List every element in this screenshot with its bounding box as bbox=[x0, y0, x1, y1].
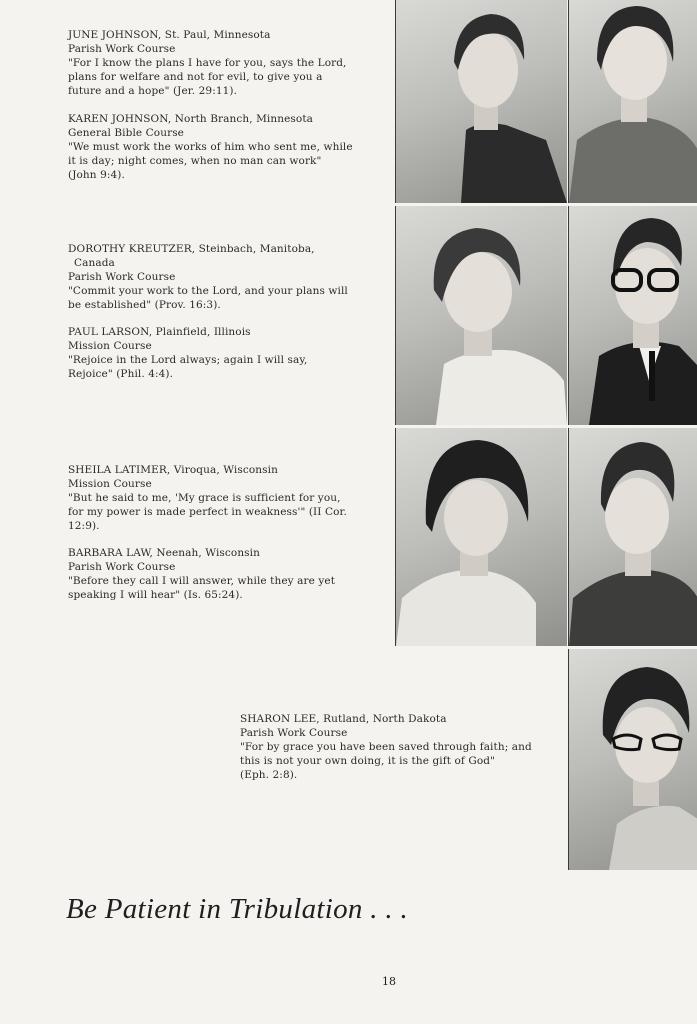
portrait-silhouette-icon bbox=[569, 649, 697, 870]
quote-line: be established" (Prov. 16:3). bbox=[68, 299, 221, 311]
page-number: 18 bbox=[382, 975, 396, 988]
student-name: JUNE JOHNSON, St. Paul, Minnesota bbox=[68, 29, 271, 41]
portrait-photo-june-johnson bbox=[395, 0, 567, 203]
quote-line: Rejoice" (Phil. 4:4). bbox=[68, 368, 174, 380]
quote-line: for my power is made perfect in weakness'" (II Cor. bbox=[68, 506, 347, 518]
student-name: SHARON LEE, Rutland, North Dakota bbox=[240, 713, 447, 725]
quote-line: 12:9). bbox=[68, 520, 100, 532]
quote-line: "For by grace you have been saved through faith; and bbox=[240, 741, 532, 753]
student-entry-paul-larson bbox=[68, 325, 307, 381]
quote-line: plans for welfare and not for evil, to give you a bbox=[68, 71, 323, 83]
portrait-silhouette-icon bbox=[396, 0, 567, 203]
portrait-silhouette-icon bbox=[569, 0, 697, 203]
portrait-photo-barbara-law bbox=[568, 428, 697, 646]
student-course: Parish Work Course bbox=[68, 561, 176, 573]
student-name: PAUL LARSON, Plainfield, Illinois bbox=[68, 326, 251, 338]
portrait-silhouette-icon bbox=[396, 428, 567, 646]
quote-line: "Before they call I will answer, while they are yet bbox=[68, 575, 336, 587]
student-course: Parish Work Course bbox=[240, 727, 348, 739]
portrait-photo-dorothy-kreutzer bbox=[395, 206, 567, 425]
portrait-photo-sheila-latimer bbox=[395, 428, 567, 646]
quote-line: "Rejoice in the Lord always; again I will say, bbox=[68, 354, 308, 366]
student-course: General Bible Course bbox=[68, 127, 184, 139]
student-name: BARBARA LAW, Neenah, Wisconsin bbox=[68, 547, 260, 559]
student-name-continued: Canada bbox=[74, 257, 115, 269]
quote-line: "We must work the works of him who sent me, while bbox=[68, 141, 353, 153]
student-name: KAREN JOHNSON, North Branch, Minnesota bbox=[68, 113, 314, 125]
quote-line: this is not your own doing, it is the gift of God" bbox=[240, 755, 495, 767]
student-course: Mission Course bbox=[68, 478, 152, 490]
student-entry-sheila-latimer bbox=[68, 463, 347, 533]
student-name: SHEILA LATIMER, Viroqua, Wisconsin bbox=[68, 464, 278, 476]
quote-line: "Commit your work to the Lord, and your plans will bbox=[68, 285, 348, 297]
portrait-silhouette-icon bbox=[569, 428, 697, 646]
portrait-photo-paul-larson bbox=[568, 206, 697, 425]
portrait-photo-karen-johnson bbox=[568, 0, 697, 203]
student-entry-barbara-law bbox=[68, 546, 335, 602]
student-course: Parish Work Course bbox=[68, 271, 176, 283]
portrait-silhouette-icon bbox=[569, 206, 697, 425]
student-entry-karen-johnson bbox=[68, 112, 353, 182]
quote-line: future and a hope" (Jer. 29:11). bbox=[68, 85, 238, 97]
page-caption: Be Patient in Tribulation . . . bbox=[66, 893, 408, 925]
student-course: Mission Course bbox=[68, 340, 152, 352]
quote-line: "For I know the plans I have for you, says the Lord, bbox=[68, 57, 347, 69]
quote-line: (John 9:4). bbox=[68, 169, 125, 181]
quote-line: "But he said to me, 'My grace is sufficient for you, bbox=[68, 492, 341, 504]
student-course: Parish Work Course bbox=[68, 43, 176, 55]
quote-line: (Eph. 2:8). bbox=[240, 769, 298, 781]
quote-line: it is day; night comes, when no man can work" bbox=[68, 155, 322, 167]
quote-line: speaking I will hear" (Is. 65:24). bbox=[68, 589, 243, 601]
portrait-photo-sharon-lee bbox=[568, 649, 697, 870]
student-name: DOROTHY KREUTZER, Steinbach, Manitoba, bbox=[68, 243, 315, 255]
portrait-silhouette-icon bbox=[396, 206, 567, 425]
student-entry-sharon-lee bbox=[240, 712, 532, 782]
student-entry-june-johnson bbox=[68, 28, 347, 98]
student-entry-dorothy-kreutzer bbox=[68, 242, 348, 312]
